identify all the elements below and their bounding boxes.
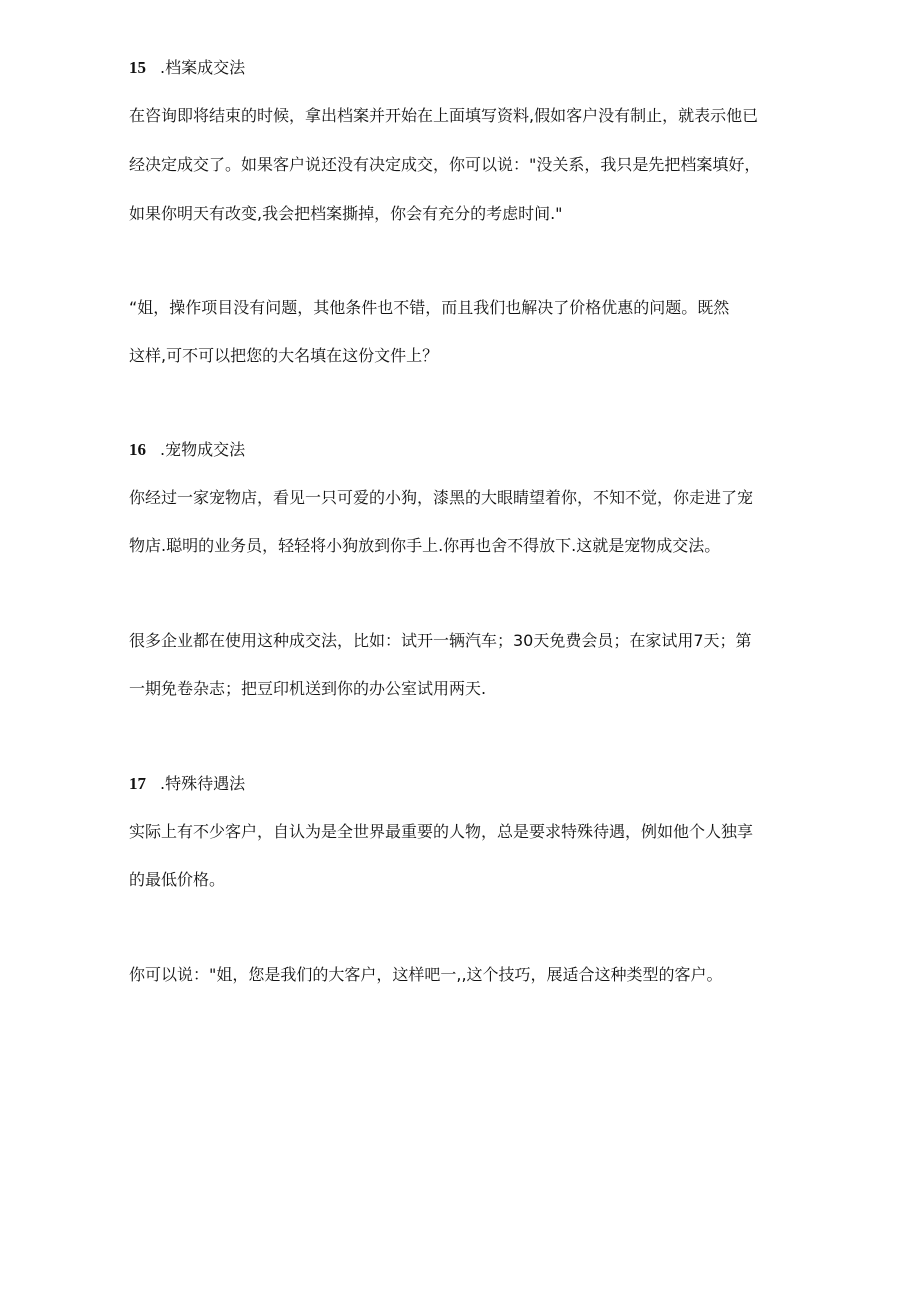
paragraph-line: 你可以说："姐，您是我们的大客户，这样吧一,,这个技巧，展适合这种类型的客户。 [129,965,723,984]
paragraph-line: 在咨询即将结束的时候，拿出档案并开始在上面填写资料,假如客户没有制止，就表示他已 [129,106,759,125]
section-title: .档案成交法 [160,58,246,77]
paragraph-line: 的最低价格。 [129,870,226,889]
paragraph-line: 如果你明天有改变,我会把档案撕掉，你会有充分的考虑时间." [129,204,563,223]
paragraph-line: 你经过一家宠物店，看见一只可爱的小狗，漆黑的大眼睛望着你，不知不觉，你走进了宠 [129,488,754,507]
paragraph-line: 这样,可不可以把您的大名填在这份文件上？ [129,346,439,365]
section-heading-16 [129,439,245,461]
paragraph-line: 经决定成交了。如果客户说还没有决定成交，你可以说："没关系，我只是先把档案填好， [129,155,761,174]
section-number: 16 [129,440,146,459]
section-title: .特殊待遇法 [160,774,246,793]
section-number: 15 [129,58,146,77]
section-heading-17 [129,773,245,795]
section-heading-15 [129,57,245,79]
section-title: .宠物成交法 [160,440,246,459]
section-number: 17 [129,774,146,793]
paragraph-line: 实际上有不少客户，自认为是全世界最重要的人物，总是要求特殊待遇，例如他个人独享 [129,822,754,841]
paragraph-line: 一期免卷杂志；把豆印机送到你的办公室试用两天. [129,679,487,698]
paragraph-line: 很多企业都在使用这种成交法，比如：试开一辆汽车；30天免费会员；在家试用7天；第 [129,631,752,650]
paragraph-line: 物店.聪明的业务员，轻轻将小狗放到你手上.你再也舍不得放下.这就是宠物成交法。 [129,536,721,555]
paragraph-line: “姐，操作项目没有问题，其他条件也不错，而且我们也解决了价格优惠的问题。既然 [129,298,730,317]
